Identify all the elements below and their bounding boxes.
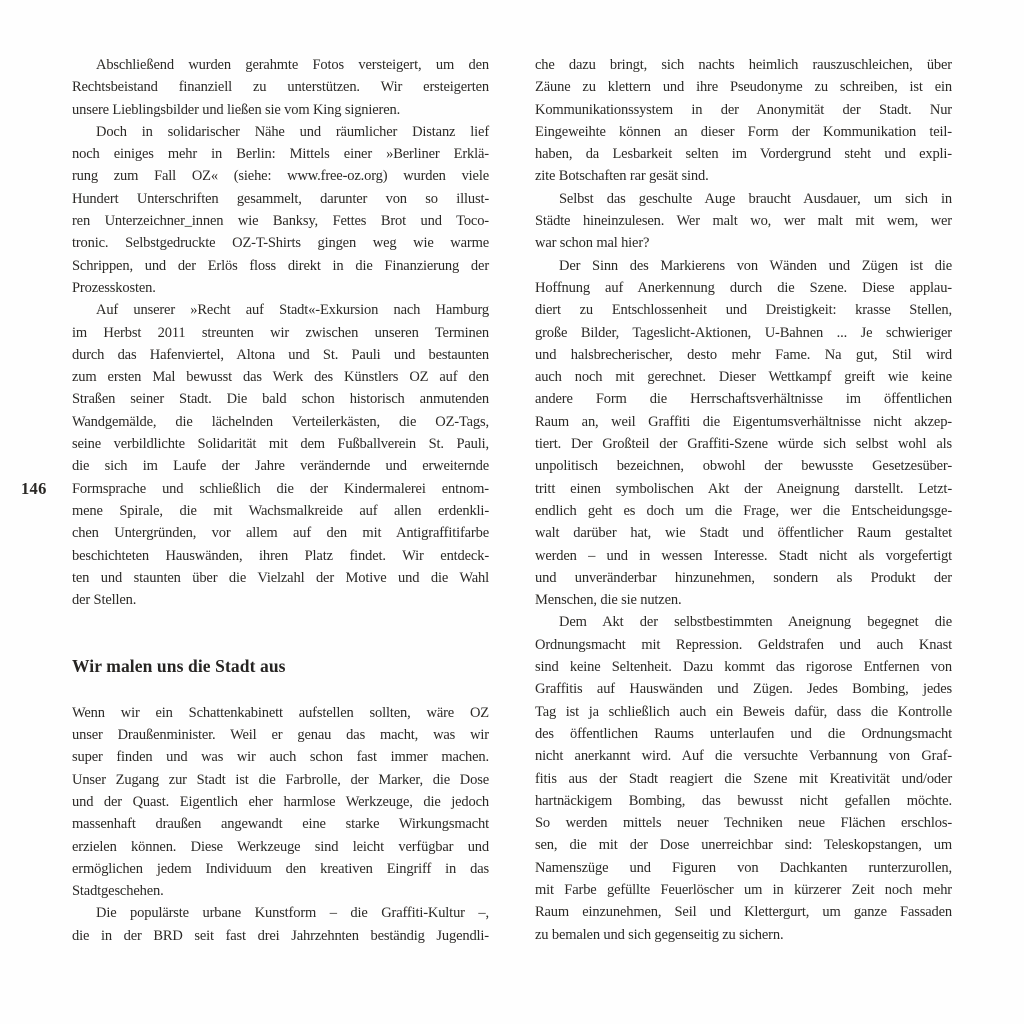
text-line: walt darüber hat, wie Stadt und öffentlicher Raum gestaltet: [535, 525, 952, 542]
text-line: zum ersten Mal bewusst das Werk des Künstlers OZ auf den: [72, 369, 489, 386]
text-line: So werden mittels neuer Techniken neue Flächen erschlos-: [535, 815, 952, 832]
text-line: Die populärste urbane Kunstform – die Graffiti-Kultur –,: [96, 905, 489, 922]
text-line: diert zu Entschlossenheit und Dreistigkeit: krasse Stellen,: [535, 302, 952, 319]
text-line: chen Untergründen, vor allem auf den mit Antigraffitifarbe: [72, 525, 489, 542]
paragraph: [72, 121, 489, 299]
paragraph: [72, 299, 489, 611]
text-line: noch einiges mehr in Berlin: Mittels einer »Berliner Erklä-: [72, 146, 489, 163]
text-line: rung zum Fall OZ« (siehe: www.free-oz.org) wurden viele: [72, 168, 489, 185]
text-line: tronic. Selbstgedruckte OZ-T-Shirts gingen weg wie warme: [72, 235, 489, 252]
text-line: Namenszüge und Figuren von Dachkanten runterzurollen,: [535, 859, 952, 876]
paragraph: [535, 188, 952, 255]
text-line: Dem Akt der selbstbestimmten Aneignung begegnet die: [559, 614, 952, 631]
text-line: Wenn wir ein Schattenkabinett aufstellen sollten, wäre OZ: [72, 704, 489, 721]
text-line: Wandgemälde, die lächelnden Verteilerkästen, die OZ-Tags,: [72, 413, 489, 430]
text-line: Rechtsbeistand finanziell zu unterstützen. Wir ersteigerten: [72, 79, 489, 96]
text-line: ren Unterzeichner_innen wie Banksy, Fettes Brot und Toco-: [72, 213, 489, 230]
text-line: Menschen, die sie nutzen.: [535, 592, 682, 609]
text-line: große Bilder, Tageslicht-Aktionen, U-Bahnen ... Je schwieriger: [535, 324, 952, 341]
text-line: mene Spirale, die mit Wachsmalkreide auf allen erdenkli-: [72, 502, 489, 519]
text-line: ermöglichen jedem Individuum den kreativen Eingriff in das: [72, 860, 489, 877]
text-line: die in der BRD seit fast drei Jahrzehnten beständig Jugendli-: [72, 927, 489, 944]
text-line: haben, da Lesbarkeit selten im Vordergrund steht und expli-: [535, 146, 952, 163]
paragraph: [72, 902, 489, 947]
text-line: erzielen können. Diese Werkzeuge sind leicht verfügbar und: [72, 838, 489, 855]
text-line: Abschließend wurden gerahmte Fotos versteigert, um den: [96, 57, 489, 73]
text-line: Stadtgeschehen.: [72, 883, 164, 900]
text-line: unser Draußenminister. Weil er genau das macht, was wir: [72, 727, 489, 744]
text-line: durch das Hafenviertel, Altona und St. Pauli und bestaunten: [72, 346, 489, 363]
text-line: Kommunikationssystem in der Anonymität der Stadt. Nur: [535, 101, 952, 118]
paragraph: [535, 255, 952, 612]
text-line: und halsbrecherischer, desto mehr Fame. Na gut, Stil wird: [535, 346, 952, 363]
text-line: Selbst das geschulte Auge braucht Ausdauer, um sich in: [559, 190, 952, 207]
text-line: tritt einen symbolischen Akt der Aneignung darstellt. Letzt-: [535, 480, 952, 497]
text-line: Städte hineinzulesen. Wer malt wo, wer malt mit wem, wer: [535, 213, 952, 230]
text-line: mit Farbe gefüllte Feuerlöscher um in kürzerer Zeit noch mehr: [535, 881, 952, 898]
text-line: unpolitisch bezeichnen, obwohl der bewusste Gesetzesüber-: [535, 458, 952, 475]
text-line: super finden und was wir auch schon fast immer machen.: [72, 749, 489, 766]
text-line: Eingeweihte können an dieser Form der Kommunikation teil-: [535, 123, 952, 140]
text-line: sen, die mit der Dose unerreichbar sind: Teleskopstangen, um: [535, 837, 952, 854]
right-column: [535, 54, 952, 947]
text-line: auch noch mit gerechnet. Dieser Wettkampf greift wie keine: [535, 369, 952, 386]
text-line: Raum einzunehmen, Seil und Klettergurt, um ganze Fassaden: [535, 904, 952, 921]
text-line: Auf unserer »Recht auf Stadt«-Exkursion nach Hamburg: [96, 302, 489, 319]
text-line: Schrippen, und der Erlös floss direkt in die Finanzierung der: [72, 257, 489, 274]
text-line: und der Quast. Eigentlich eher harmlose Werkzeuge, die jedoch: [72, 793, 489, 810]
paragraph: [535, 611, 952, 945]
text-line: war schon mal hier?: [535, 235, 650, 252]
text-line: Ordnungsmacht mit Repression. Geldstrafen und auch Knast: [535, 636, 952, 653]
text-line: zite Botschaften rar gesät sind.: [535, 168, 709, 185]
text-line: sind keine Seltenheit. Dazu kommt das rigorose Entfernen von: [535, 659, 952, 676]
text-line: nicht anerkannt wird. Auf die versuchte Verbannung von Graf-: [535, 748, 952, 765]
text-line: Tag ist ja schließlich auch ein Beweis dafür, dass die Kontrolle: [535, 703, 952, 720]
paragraph: [72, 54, 489, 121]
section-heading: Wir malen uns die Stadt aus: [72, 656, 286, 677]
paragraph: [72, 702, 489, 903]
text-line: Prozesskosten.: [72, 279, 156, 296]
text-line: endlich geht es doch um die Frage, wer die Entscheidungsge-: [535, 502, 952, 519]
page-number: 146: [21, 479, 47, 498]
paragraph: [535, 54, 952, 188]
text-line: Formsprache und schließlich die der Kindermalerei entnom-: [72, 480, 489, 497]
text-line: massenhaft draußen angewandt eine starke Wirkungsmacht: [72, 816, 489, 833]
text-line: Raum an, weil Graffiti die Eigentumsverhältnisse nicht akzep-: [535, 413, 952, 430]
text-columns: [72, 54, 952, 947]
text-line: die sich im Laufe der Jahre verändernde und erweiternde: [72, 458, 489, 475]
text-line: tiert. Der Großteil der Graffiti-Szene würde sich selbst wohl als: [535, 436, 952, 453]
text-line: Zäune zu klettern und ihre Pseudonyme zu schreiben, ist ein: [535, 79, 952, 96]
text-line: zu bemalen und sich gegenseitig zu sichern.: [535, 926, 784, 943]
text-line: Straßen seiner Stadt. Die bald schon historisch anmutenden: [72, 391, 489, 408]
text-line: andere Form die Herrschaftsverhältnisse im öffentlichen: [535, 391, 952, 408]
text-line: Graffitis auf Hauswänden und Zügen. Jedes Bombing, jedes: [535, 681, 952, 698]
text-line: der Stellen.: [72, 592, 137, 609]
text-line: hartnäckigem Bombing, das bewusst nicht gefallen möchte.: [535, 792, 952, 809]
text-line: Unser Zugang zur Stadt ist die Farbrolle, der Marker, die Dose: [72, 771, 489, 788]
text-line: werden – und in wessen Interesse. Stadt nicht als vorgefertigt: [535, 547, 952, 564]
text-line: Hundert Unterschriften gesammelt, darunter von so illust-: [72, 190, 489, 207]
text-line: des öffentlichen Raums unterlaufen und die Ordnungsmacht: [535, 725, 952, 742]
text-line: unsere Lieblingsbilder und ließen sie vom King signieren.: [72, 101, 401, 118]
text-line: ten und staunten über die Vielzahl der Motive und die Wahl: [72, 569, 489, 586]
text-line: im Herbst 2011 streunten wir zwischen unseren Terminen: [72, 324, 489, 341]
text-line: fitis aus der Stadt reagiert die Szene mit Kreativität und/oder: [535, 770, 952, 787]
text-line: che dazu bringt, sich nachts heimlich rauszuschleichen, über: [535, 57, 952, 73]
text-line: beschichteten Hauswänden, ihren Platz findet. Wir entdeck-: [72, 547, 489, 564]
text-line: Der Sinn des Markierens von Wänden und Zügen ist die: [559, 257, 952, 274]
text-line: seine verbildlichte Solidarität mit dem Fußballverein St. Pauli,: [72, 436, 489, 453]
left-column: [72, 54, 489, 947]
text-line: Hoffnung auf Anerkennung durch die Szene. Diese applau-: [535, 279, 952, 296]
text-line: Doch in solidarischer Nähe und räumlicher Distanz lief: [96, 123, 489, 140]
text-line: und unveränderbar hinzunehmen, sondern als Produkt der: [535, 569, 952, 586]
